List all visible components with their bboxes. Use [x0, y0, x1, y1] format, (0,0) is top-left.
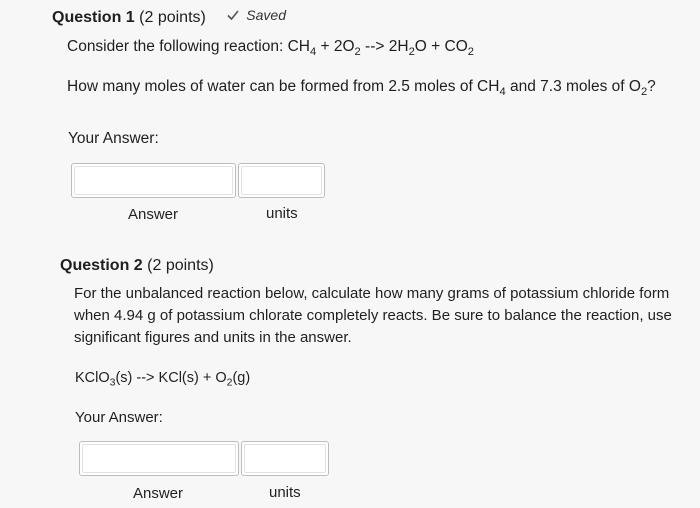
question-1-units-label: units — [266, 205, 298, 222]
question-1-prompt-part1: How many moles of water can be formed from 2.5 moles of CH — [67, 78, 500, 95]
question-2-body: For the unbalanced reaction below, calculate how many grams of potassium chloride form when 4.94 g of potassium chlorate completely reacts. Be sure to balance the reaction, use significant figures and units in the answer. — [74, 285, 672, 346]
question-2-title: Question 2 — [60, 257, 143, 274]
question-1-prompt-part3: ? — [647, 78, 656, 95]
reaction-ch-sub: 4 — [309, 45, 317, 58]
question-1-intro: Consider the following reaction: — [67, 38, 288, 55]
question-1-points: (2 points) — [139, 9, 206, 26]
question-1-units-input[interactable] — [238, 163, 325, 198]
saved-status — [226, 7, 286, 23]
reaction2-c: (g) — [232, 370, 251, 386]
question-2-answer-label: Answer — [133, 485, 184, 502]
question-1-title: Question 1 — [52, 9, 135, 26]
question-1-answer-input[interactable] — [71, 163, 236, 198]
question-1-prompt-sub1: 4 — [499, 85, 506, 98]
question-1-header — [52, 7, 286, 27]
question-2-your-answer-label: Your Answer: — [75, 409, 163, 426]
question-2-header — [60, 257, 214, 275]
question-1-prompt-part2: and 7.3 moles of O — [505, 78, 641, 95]
question-1-your-answer-label: Your Answer: — [68, 130, 159, 147]
question-2-answer-input[interactable] — [79, 441, 239, 476]
question-2-units-label: units — [269, 484, 301, 501]
question-2-reaction — [75, 370, 251, 389]
question-1-prompt-sub2: 2 — [640, 85, 648, 98]
saved-label: Saved — [246, 7, 286, 23]
reaction-plus: + 2O — [316, 38, 355, 55]
reaction2-b-sub: 2 — [226, 377, 233, 389]
reaction-h-sub: 2 — [408, 45, 415, 58]
reaction-arrow: --> 2H — [360, 38, 409, 55]
reaction2-a-sub: 3 — [109, 377, 116, 389]
reaction2-b: (s) --> KCl(s) + O — [115, 370, 227, 386]
question-2-units-input[interactable] — [241, 441, 329, 476]
question-1-reaction-line — [67, 38, 474, 56]
reaction-mid: O + CO — [414, 38, 468, 55]
reaction2-a: KClO — [75, 370, 110, 386]
question-1-answer-label: Answer — [128, 206, 179, 223]
reaction-ch: CH — [287, 38, 310, 55]
question-1-prompt — [67, 78, 656, 96]
check-icon — [226, 8, 240, 22]
reaction-o-sub: 2 — [354, 45, 361, 58]
question-2-points: (2 points) — [147, 257, 214, 274]
reaction-co-sub: 2 — [467, 45, 474, 58]
